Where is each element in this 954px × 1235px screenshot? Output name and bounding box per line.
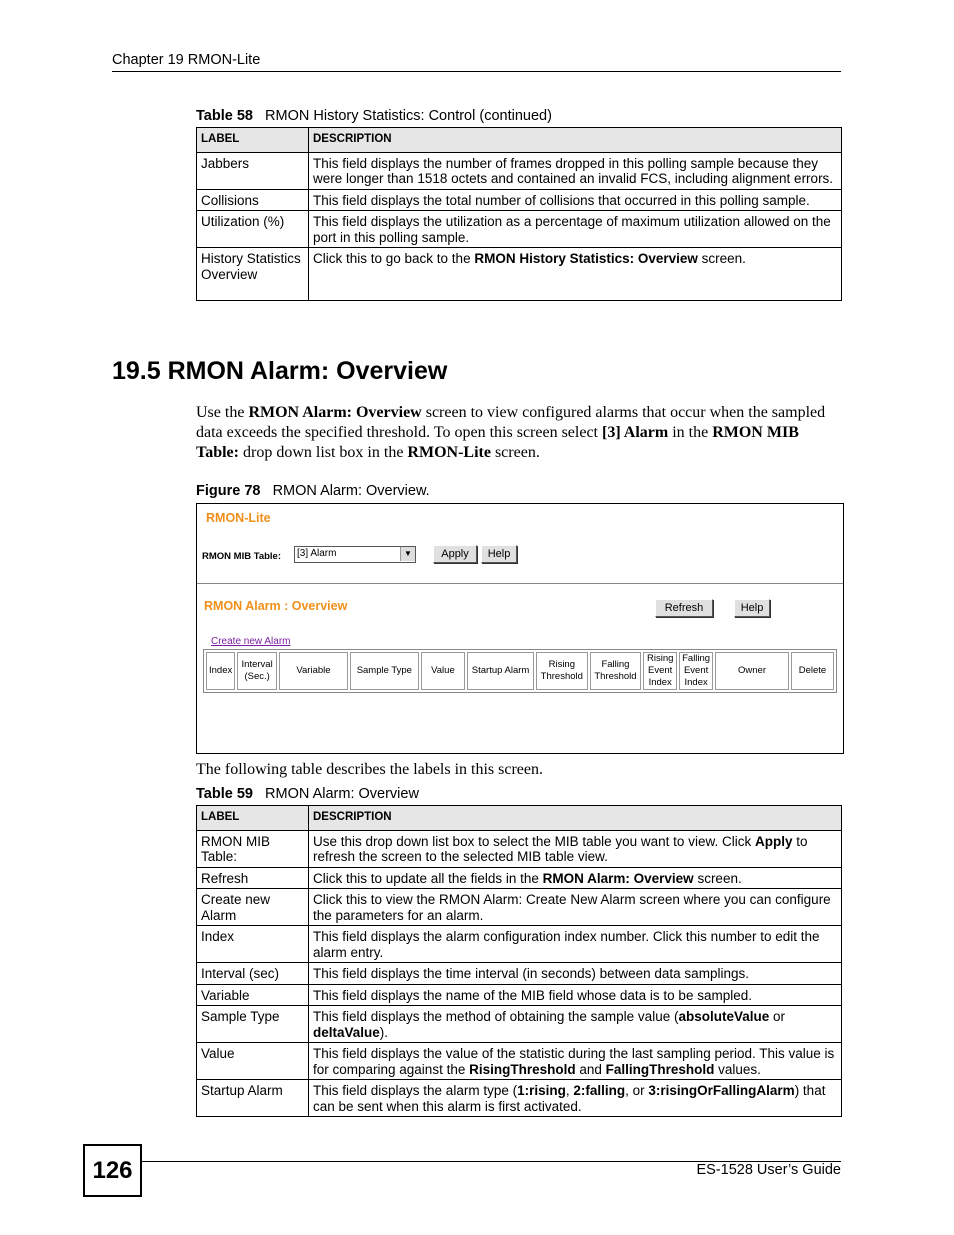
table-row	[197, 1080, 842, 1117]
chapter-header: Chapter 19 RMON-Lite	[112, 52, 261, 68]
table-row	[197, 189, 842, 211]
row-label: RMON MIB Table:	[197, 830, 309, 867]
col-owner: Owner	[715, 652, 789, 690]
create-new-alarm-link[interactable]: Create new Alarm	[211, 636, 291, 647]
table-row	[197, 1043, 842, 1080]
row-desc: This field displays the time interval (in seconds) between data samplings.	[309, 963, 842, 985]
table-row	[197, 889, 842, 926]
row-label: Sample Type	[197, 1006, 309, 1043]
row-label: History Statistics Overview	[197, 248, 309, 301]
table59-col-desc: DESCRIPTION	[309, 806, 842, 831]
row-desc: This field displays the method of obtaining the sample value (absoluteValue or deltaValue).	[309, 1006, 842, 1043]
alarm-overview-title: RMON Alarm : Overview	[204, 599, 348, 613]
section-title: 19.5 RMON Alarm: Overview	[112, 357, 448, 385]
row-desc: This field displays the alarm configuration index number. Click this number to edit the alarm entry.	[309, 926, 842, 963]
row-label: Variable	[197, 984, 309, 1006]
row-label: Jabbers	[197, 152, 309, 189]
table-row	[197, 152, 842, 189]
refresh-button[interactable]: Refresh	[655, 599, 713, 617]
alarm-table-header	[203, 649, 837, 693]
table59-caption-num: Table 59	[196, 786, 253, 802]
row-desc: This field displays the name of the MIB field whose data is to be sampled.	[309, 984, 842, 1006]
row-label: Index	[197, 926, 309, 963]
table58-caption-num: Table 58	[196, 108, 253, 124]
table58-caption-text: RMON History Statistics: Control (continued)	[265, 108, 552, 124]
row-label: Value	[197, 1043, 309, 1080]
divider	[197, 583, 843, 584]
guide-title: ES-1528 User’s Guide	[696, 1162, 841, 1178]
help-button-2[interactable]: Help	[734, 599, 770, 617]
col-sample-type: Sample Type	[350, 652, 419, 690]
table-row	[197, 926, 842, 963]
table58	[196, 127, 842, 301]
col-interval: Interval (Sec.)	[237, 652, 277, 690]
row-label: Collisions	[197, 189, 309, 211]
col-delete: Delete	[791, 652, 834, 690]
table59-col-label: LABEL	[197, 806, 309, 831]
row-label: Create new Alarm	[197, 889, 309, 926]
col-value: Value	[421, 652, 465, 690]
row-desc: This field displays the total number of collisions that occurred in this polling sample.	[309, 189, 842, 211]
screenshot-frame	[196, 503, 844, 754]
row-desc: Click this to update all the fields in the RMON Alarm: Overview screen.	[309, 867, 842, 889]
page-number: 126	[83, 1144, 142, 1197]
mib-table-select[interactable]: [3] Alarm ▼	[294, 546, 416, 563]
figure-caption: Figure 78 RMON Alarm: Overview.	[196, 483, 430, 499]
chevron-down-icon: ▼	[400, 547, 415, 561]
table-row	[197, 830, 842, 867]
row-desc: Use this drop down list box to select the MIB table you want to view. Click Apply to refresh the screen to the selected MIB table view.	[309, 830, 842, 867]
row-desc: Click this to go back to the RMON History Statistics: Overview screen.	[309, 248, 842, 301]
table58-caption	[196, 108, 552, 124]
table59-caption-text: RMON Alarm: Overview	[265, 786, 419, 802]
app-title: RMON-Lite	[206, 511, 271, 525]
col-falling-event-index: Falling Event Index	[679, 652, 713, 690]
row-label: Refresh	[197, 867, 309, 889]
table59	[196, 805, 842, 1117]
col-startup-alarm: Startup Alarm	[467, 652, 534, 690]
help-button[interactable]: Help	[481, 545, 517, 563]
table-intro-text: The following table describes the labels in this screen.	[196, 761, 544, 778]
row-desc: Click this to view the RMON Alarm: Create New Alarm screen where you can configure the parameters for an alarm.	[309, 889, 842, 926]
table-row	[197, 248, 842, 301]
col-rising-threshold: Rising Threshold	[536, 652, 588, 690]
table-row	[197, 211, 842, 248]
row-desc: This field displays the value of the statistic during the last sampling period. This value is for comparing against the RisingThreshold and FallingThreshold values.	[309, 1043, 842, 1080]
table-row	[197, 963, 842, 985]
col-rising-event-index: Rising Event Index	[643, 652, 677, 690]
table59-caption	[196, 786, 419, 802]
col-falling-threshold: Falling Threshold	[590, 652, 642, 690]
table58-col-desc: DESCRIPTION	[309, 128, 842, 153]
table-row	[197, 867, 842, 889]
row-desc: This field displays the utilization as a percentage of maximum utilization allowed on the port in this polling sample.	[309, 211, 842, 248]
header-rule	[112, 71, 841, 72]
row-label: Startup Alarm	[197, 1080, 309, 1117]
row-label: Utilization (%)	[197, 211, 309, 248]
col-index: Index	[206, 652, 235, 690]
table-row	[197, 984, 842, 1006]
row-label: Interval (sec)	[197, 963, 309, 985]
intro-paragraph: Use the RMON Alarm: Overview screen to view configured alarms that occur when the sampled data exceeds the specified threshold. To open this screen select [3] Alarm in the RMON MIB Table: drop down list box in the RMON-Lite screen.	[196, 404, 826, 461]
table-row	[197, 1006, 842, 1043]
row-desc: This field displays the alarm type (1:rising, 2:falling, or 3:risingOrFallingAlarm) that can be sent when this alarm is first activated.	[309, 1080, 842, 1117]
table58-col-label: LABEL	[197, 128, 309, 153]
mib-table-label: RMON MIB Table:	[202, 551, 281, 562]
row-desc: This field displays the number of frames dropped in this polling sample because they were longer than 1518 octets and contained an invalid FCS, including alignment errors.	[309, 152, 842, 189]
apply-button[interactable]: Apply	[433, 545, 477, 563]
col-variable: Variable	[279, 652, 348, 690]
